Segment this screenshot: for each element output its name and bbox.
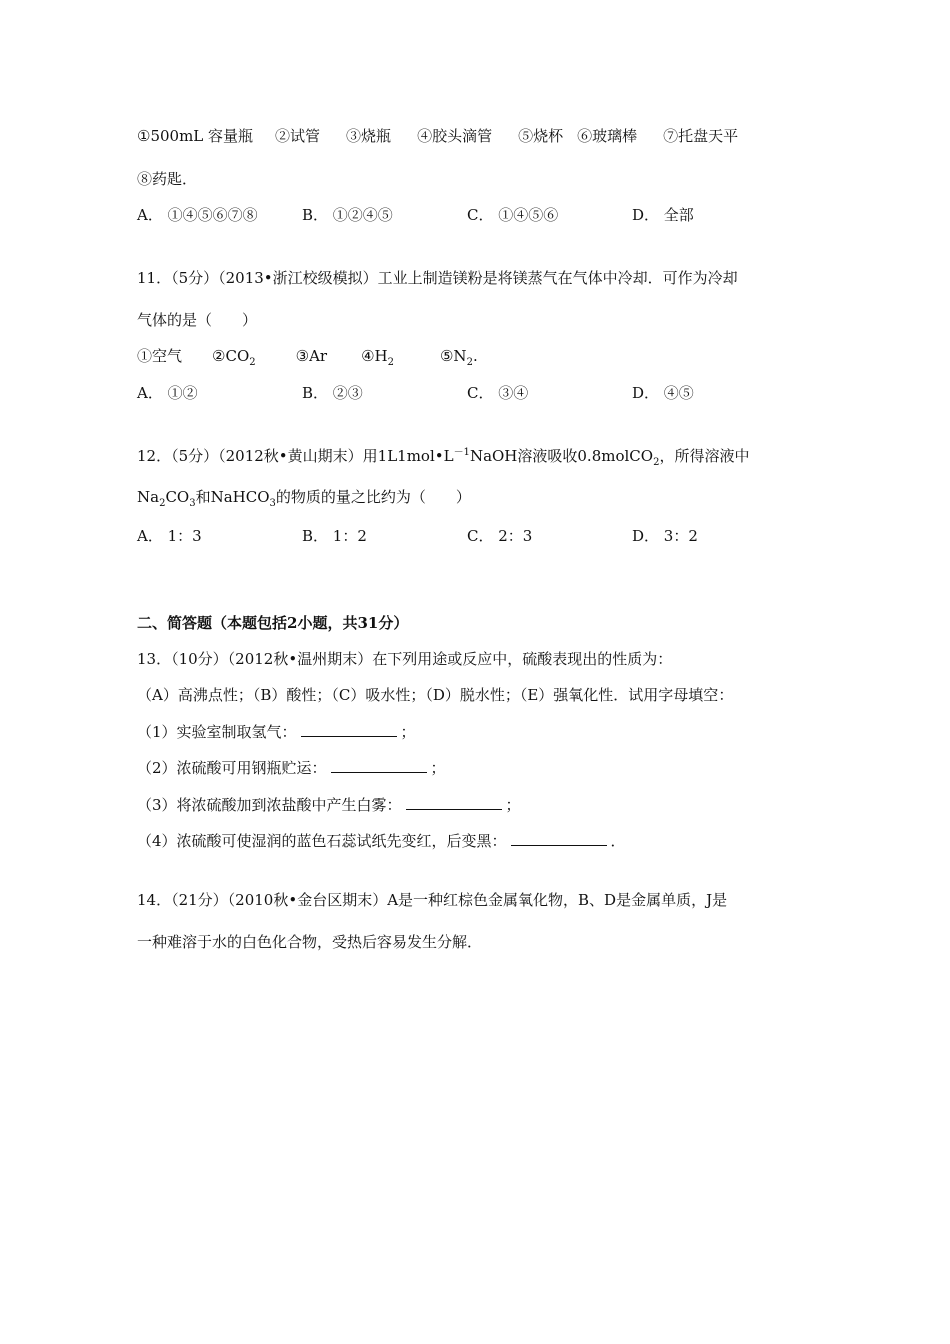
q10-option-d: D． 全部 xyxy=(632,206,694,224)
q11-item-5: $⑤N_2$. xyxy=(439,347,478,368)
q10-item-1: ①500mL 容量瓶 xyxy=(137,127,254,145)
q13-sub3: （3）将浓硫酸加到浓盐酸中产生白雾： ； xyxy=(137,796,521,814)
answer-blank-1[interactable] xyxy=(301,722,397,737)
q12-stem-line1: 12．（5分）（2012秋•黄山期末）用$1L1mol•L^{-1}NaOH$溶液吸收0.8molCO$_2$，所得溶液中 xyxy=(137,447,750,468)
q12-option-a: A． 1：3 xyxy=(137,527,202,545)
q13-stem-line1: 13．（10分）（2012秋•温州期末）在下列用途或反应中，硫酸表现出的性质为： xyxy=(137,650,673,668)
q12-option-b: B． 1：2 xyxy=(302,527,367,545)
q10-option-c: C． ①④⑤⑥ xyxy=(467,206,559,224)
q10-option-a: A． ①④⑤⑥⑦⑧ xyxy=(137,206,258,224)
q11-item-3: ③Ar xyxy=(295,347,328,365)
q11-stem-line1: 11．（5分）（2013•浙江校级模拟）工业上制造镁粉是将镁蒸气在气体中冷却．可作为冷却 xyxy=(137,269,738,287)
q11-items xyxy=(137,346,478,366)
q10-items-line2: ⑧药匙． xyxy=(137,170,198,188)
q11-option-a: A． ①② xyxy=(137,384,198,402)
q11-item-4: $④H_2$ xyxy=(361,347,394,368)
q11-option-d: D． ④⑤ xyxy=(632,384,694,402)
q13-stem-line2: （A）高沸点性；（B）酸性；（C）吸水性；（D）脱水性；（E）强氧化性．试用字母填空： xyxy=(137,686,734,704)
q11-item-1: ①空气 xyxy=(137,347,183,365)
q11-item-2: $②CO_2$ xyxy=(212,347,256,368)
q11-option-c: C． ③④ xyxy=(467,384,529,402)
q10-item-6: ⑥玻璃棒 xyxy=(577,127,638,145)
answer-blank-3[interactable] xyxy=(406,795,502,810)
q10-item-5: ⑤烧杯 xyxy=(518,127,564,145)
answer-blank-4[interactable] xyxy=(511,831,607,846)
q13-sub1: （1）实验室制取氢气： ； xyxy=(137,723,416,741)
q10-item-4: ④胶头滴管 xyxy=(417,127,493,145)
q10-option-b: B． ①②④⑤ xyxy=(302,206,393,224)
q12-option-c: C． 2：3 xyxy=(467,527,533,545)
q10-item-2: ②试管 xyxy=(275,127,321,145)
q12-stem-line2: $Na_2CO_3$和NaHCO$_3$的物质的量之比约为（ ） xyxy=(137,488,471,509)
q10-item-7: ⑦托盘天平 xyxy=(663,127,739,145)
q14-stem-line2: 一种难溶于水的白色化合物，受热后容易发生分解． xyxy=(137,933,483,951)
q13-sub2: （2）浓硫酸可用钢瓶贮运： ； xyxy=(137,759,446,777)
q10-item-3: ③烧瓶 xyxy=(346,127,392,145)
q11-stem-line2: 气体的是（ ） xyxy=(137,311,258,329)
q12-option-d: D． 3：2 xyxy=(632,527,698,545)
q10-items-line xyxy=(137,126,738,146)
section-heading: 二、简答题（本题包括2小题，共31分） xyxy=(137,614,409,632)
q14-stem-line1: 14．（21分）（2010秋•金台区期末）A是一种红棕色金属氧化物，B、D是金属单质，J是 xyxy=(137,891,728,909)
q11-option-b: B． ②③ xyxy=(302,384,363,402)
q13-sub4: （4）浓硫酸可使湿润的蓝色石蕊试纸先变红，后变黑： ． xyxy=(137,832,626,850)
answer-blank-2[interactable] xyxy=(331,758,427,773)
